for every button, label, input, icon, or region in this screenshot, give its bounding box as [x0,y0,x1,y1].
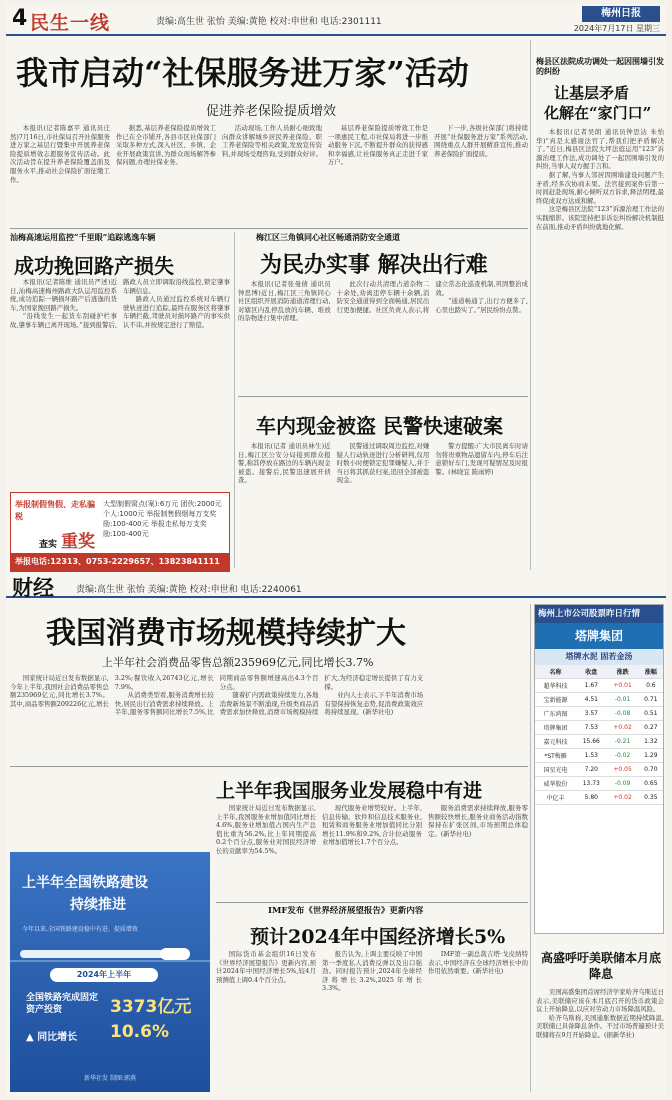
table-header-row [535,665,663,679]
table-cell: 宝新能源 [535,693,576,707]
paragraph: 这是梅县区法院“123”诉源治理工作法的实践缩影。该院坚持把非诉讼纠纷解决机制挺在前面,推动矛盾纠纷就地化解。 [536,205,664,231]
paragraph: IMF第一副总裁吉塔·戈皮纳特表示,中国经济在全球经济增长中的作用依然重要。(新华社电) [428,950,528,976]
table-cell: 7.20 [576,763,606,777]
paragraph: 据悉,基层养老保险提质增效工作已在全市铺开,各县市区社保部门采取多种方式,深入社区、乡镇、企业开展政策宣讲,为群众现场解答参保问题,办理社保业务。 [116,124,216,167]
stock-quotes-table [534,604,664,934]
railway-infographic [10,852,210,1092]
paragraph: 路政人员通过监控系统对车辆行驶轨迹进行追踪,最终在服务区将肇事车辆拦截,驾驶员对损坏路产的事实供认不讳,并按规定进行了赔偿。 [123,295,230,329]
paragraph: 美国高盛集团首席经济学家哈齐乌斯近日表示,美联储应该在本月底召开的货币政策会议上开始降息,以应对劳动力市场降温风险。 [536,988,664,1014]
section-title: 民生一线 [30,12,111,34]
table-cell: 1.29 [639,749,663,763]
paragraph: 本报讯(记者 通讯员林生)近日,梅江区公安分局接到群众报警,称其停放在路边的车辆内现金被盗。接警后,民警迅速展开侦查。 [238,442,331,485]
paragraph: 从消费类型看,服务消费增长较快,居民出行消费需求持续释放。上半年,服务零售额同比增长7.5%,比同期商品零售额增速高出4.3个百分点。 [114,674,319,717]
growth-label [26,1028,77,1043]
paragraph: 本报讯(记者张曼倩 通讯员钟思博)近日,梅江区三角镇同心社区组织开展消防通道清理行动,对辖区内乱停乱放的车辆、堆放的杂物进行集中清理。 [238,280,331,323]
article5-headline: 我国消费市场规模持续扩大 [46,616,406,651]
stock-table-grid [535,665,663,805]
paragraph: 民警通过调取周边监控,对嫌疑人行动轨迹进行分析研判,仅用时数小时便锁定犯罪嫌疑人,并于当日将其抓获归案,追回全部被盗现金。 [336,442,430,485]
paragraph: “通道畅通了,出行方便多了,心里也踏实了。”居民纷纷点赞。 [435,297,528,314]
table-cell: 嘉元科技 [535,735,576,749]
finance-editor-credits: 责编:高生世 张怡 美编:黄艳 校对:申世和 电话:2240061 [76,585,302,595]
lead-column-1 [10,124,110,224]
article3-headline: 为民办实事 解决出行难 [260,252,488,278]
table-cell: 4.51 [576,693,606,707]
sponsor-slogan: 塔牌水泥 固若金汤 [535,649,663,665]
page-number: 4 [12,6,28,31]
paragraph: 本报讯(记者陈嘉平 通讯员庄然)7月16日,市社保局召开社保服务进万家之基层行暨集中开展养老保险提质增效志愿服务宣传活动。此次活动旨在提升养老保险覆盖面及服务水平,推动社会保险扩面征缴工作。 [10,124,110,184]
table-row [535,791,663,805]
table-cell: -0.08 [606,707,638,721]
paragraph: 本报讯(记者吴朗 通讯员钟思达 朱怡华)“真是太感谢法官了,帮我们把矛盾解决了。”近日,梅县区法院大坪法庭运用“123”诉源治理工作法,成功调处了一起因围墙引发的纠纷,当事人双方握手言和。 [536,128,664,171]
table-cell: *ST梅雁 [535,749,576,763]
paragraph: 基层养老保险提质增效工作是一项惠民工程,市社保局将进一步推动服务下沉,不断提升群众的获得感和幸福感,让社保服务真正走进千家万户。 [328,124,428,167]
table-cell: 威华股份 [535,777,576,791]
table-cell: 0.35 [639,791,663,805]
side-kicker: 梅县区法院成功调处一起因围墙引发的纠纷 [536,56,664,76]
table-row [535,763,663,777]
finance-masthead [6,572,666,598]
article3-kicker: 梅江区三角镇同心社区畅通消防安全通道 [256,232,400,242]
paragraph: 业内人士表示,下半年消费市场有望保持恢复态势,促消费政策效应将持续显现。(新华社电) [324,691,424,717]
issue-date: 2024年7月17日 星期三 [573,24,660,33]
paragraph: 国家统计局近日发布数据显示,上半年,我国服务业增加值同比增长4.6%,服务业增加值占国内生产总值比重为56.2%,比上年同期提高0.2个百分点,服务业对国民经济增长的贡献率为54.5%。 [216,804,316,855]
side-title-line2: 化解在“家门口” [544,104,652,122]
table-row [535,749,663,763]
paragraph: 服务消费需求持续释放,服务零售额较快增长,服务业商务活动指数保持在扩张区间,市场预期总体稳定。(新华社电) [428,804,528,838]
section-divider [10,766,528,767]
investment-label: 全国铁路完成固定资产投资 [26,993,99,1015]
table-cell: -0.21 [606,735,638,749]
section-divider [216,902,528,903]
table-cell: -0.09 [606,777,638,791]
table-cell: +0.02 [606,721,638,735]
table-row [535,777,663,791]
newspaper-page [6,4,666,1096]
table-cell: 1.53 [576,749,606,763]
paragraph: 此次行动共清理占道杂物二十余处,劝离违停车辆十余辆,消防安全通道得到全面畅通,居民出行更加便捷。社区负责人表示,将建立常态化巡查机制,巩固整治成效。 [336,280,528,314]
paragraph: 活动现场,工作人员耐心细致地向群众讲解城乡居民养老保险、职工养老保险等相关政策,发放宣传资料,并现场受理咨询,受到群众好评。 [222,124,322,158]
table-cell: 15.66 [576,735,606,749]
article6-body [216,804,528,898]
column-divider [234,232,235,568]
table-cell: 0.70 [639,763,663,777]
side-title-line1: 让基层矛盾 [554,84,630,102]
paragraph: 下一步,各级社保部门将持续开展“社保服务进万家”系列活动,围绕重点人群开展精准宣传,推动养老保险扩面提质。 [434,124,528,158]
paragraph: 国际货币基金组织16日发布《世界经济展望报告》更新内容,预计2024年中国经济增长5%,较4月预测值上调0.4个百分点。 [216,950,316,984]
column-header: 名称 [535,665,576,679]
table-cell: -0.02 [606,749,638,763]
article7-body [216,950,528,1090]
section-divider [238,396,528,397]
table-row [535,707,663,721]
paragraph: 本报讯(记者陈维 通讯员严述)近日,汕梅高速梅州路政大队运用监控系统,成功追踪一辆损坏路产后逃逸的货车,为国家挽回路产损失。 [10,278,117,312]
infographic-year-pill: 2024年上半年 [50,968,158,982]
table-cell: 3.57 [576,707,606,721]
table-cell: 1.32 [639,735,663,749]
investment-value: 3373亿元 [110,997,192,1017]
ad-right-text: 大型制假窝点(案):6万元 团伙:2000元 个人:1000元 举报制售假烟每万支奖励:100-400元 举报走私每万支奖励:100-400元 [103,500,222,538]
infographic-note: 今年以来,全国铁路建设稳中有进、提质增效 [22,926,138,933]
growth-label-text: 同比增长 [37,1032,78,1043]
paragraph: 国家统计局近日发布数据显示,今年上半年,我国社会消费品零售总额235969亿元,同比增长3.7%。其中,商品零售额209226亿元,增长3.2%;餐饮收入26743亿元,增长7.9%。 [10,674,214,708]
table-cell: 5.80 [576,791,606,805]
article4-body [238,442,528,566]
table-cell: 7.53 [576,721,606,735]
table-cell: 中亿丰 [535,791,576,805]
column-header: 收盘 [576,665,606,679]
growth-value: 10.6% [110,1022,169,1042]
ad-hotline: 举报电话:12313、0753-2229657、13823841111 [11,553,229,571]
side-body [536,128,664,568]
train-icon [10,944,210,964]
section-divider [10,228,528,229]
paper-logo: 梅州日报 [582,6,660,22]
paragraph: “沿线发生一起货车刮碰护栏事故,肇事车辆已离开现场。”接到报警后,路政人员立即调取沿线监控,锁定肇事车辆信息。 [10,278,230,329]
paragraph: 警方提醒:广大市民离车时请勿将贵重物品遗留车内,停车后注意锁好车门,发现可疑情况及时报警。(林晓宜 陈雨婷) [435,442,528,476]
table-cell: +0.05 [606,763,638,777]
infographic-source: 新华社发 制图:郭燕 [84,1075,136,1082]
editor-credits: 责编:高生世 张怡 美编:黄艳 校对:申世和 电话:2301111 [156,17,382,27]
article7-headline: 预计2024年中国经济增长5% [250,926,506,948]
infographic-title: 上半年全国铁路建设 [22,875,148,891]
stock-table-title: 梅州上市公司股票昨日行情 [535,605,663,623]
paragraph: 据了解,当事人邻居因围墙建设问题产生矛盾,经多次协商未果。法官接到案件后第一时间赶赴现场,耐心倾听双方诉求,释法明理,最终促成双方达成和解。 [536,170,664,205]
lead-column-4 [328,124,428,224]
ad-left-text: 举报制假售假、走私骗税 [15,500,95,521]
masthead [6,4,666,36]
tip-off-ad [10,492,230,572]
column-header: 涨幅 [639,665,663,679]
article6-headline: 上半年我国服务业发展稳中有进 [216,780,483,802]
table-cell: 0.51 [639,707,663,721]
column-divider [530,604,531,1092]
table-cell: 0.6 [639,679,663,693]
column-header: 涨跌 [606,665,638,679]
article5-subtitle: 上半年社会消费品零售总额235969亿元,同比增长3.7% [102,656,374,669]
lead-column-2 [116,124,216,224]
table-row [535,693,663,707]
ad-award-word: 重奖 [61,532,96,552]
column-divider [530,40,531,570]
article8-headline [540,950,662,982]
table-cell: +0.01 [606,679,638,693]
paragraph: 随着扩内需政策持续发力,各地消费新场景不断涌现,升级类商品消费需求加快释放,消费市场规模持续扩大,为经济稳定增长提供了有力支撑。 [219,674,424,717]
article4-headline: 车内现金被盗 民警快速破案 [256,414,503,438]
ad-award-prefix: 查实 [39,540,58,550]
article2-headline: 成功挽回路产损失 [14,254,174,278]
finance-section-title: 财经 [12,576,54,600]
article2-kicker: 汕梅高速运用监控“千里眼”追踪逃逸车辆 [10,232,156,242]
table-cell: 超华科技 [535,679,576,693]
table-cell: 1.67 [576,679,606,693]
lead-headline: 我市启动“社保服务进万家”活动 [16,54,469,92]
article5-body [10,674,528,762]
article8-body [536,988,664,1092]
table-cell: 塔牌集团 [535,721,576,735]
article2-body [10,278,230,488]
table-cell: +0.02 [606,791,638,805]
arrow-up-icon: ▲ [26,1032,34,1043]
table-row [535,735,663,749]
table-cell: -0.01 [606,693,638,707]
article8-headline-text: 高盛呼吁美联储本月底降息 [540,951,661,981]
sponsor-brand: 塔牌集团 [535,623,663,649]
article7-kicker: IMF发布《世界经济展望报告》更新内容 [268,906,424,916]
ad-award [39,527,95,552]
table-cell: 0.65 [639,777,663,791]
paragraph: 哈齐乌斯称,美国通胀数据近期持续降温,美联储已具备降息条件。不过市场普遍预计美联储将在9月开始降息。(据新华社) [536,1013,664,1039]
table-cell: 0.71 [639,693,663,707]
lead-column-5 [434,124,528,224]
table-cell: 13.73 [576,777,606,791]
table-row [535,721,663,735]
paragraph: 报告认为,上调主要反映了中国第一季度私人消费反弹以及出口强劲。同时报告预计,2024年全球经济将增长3.2%,2025年增长3.3%。 [322,950,422,993]
lead-subtitle: 促进养老保险提质增效 [206,104,337,119]
table-cell: 0.27 [639,721,663,735]
lead-column-3 [222,124,322,224]
table-cell: 国星光电 [535,763,576,777]
paragraph: 现代服务业增势较好。上半年,信息传输、软件和信息技术服务业,租赁和商务服务业增加值同比分别增长11.9%和9.2%,合计拉动服务业增加值增长1.7个百分点。 [322,804,422,847]
table-cell: 广东鸿图 [535,707,576,721]
table-row [535,679,663,693]
article3-body [238,280,528,390]
infographic-title-2: 持续推进 [70,897,126,913]
